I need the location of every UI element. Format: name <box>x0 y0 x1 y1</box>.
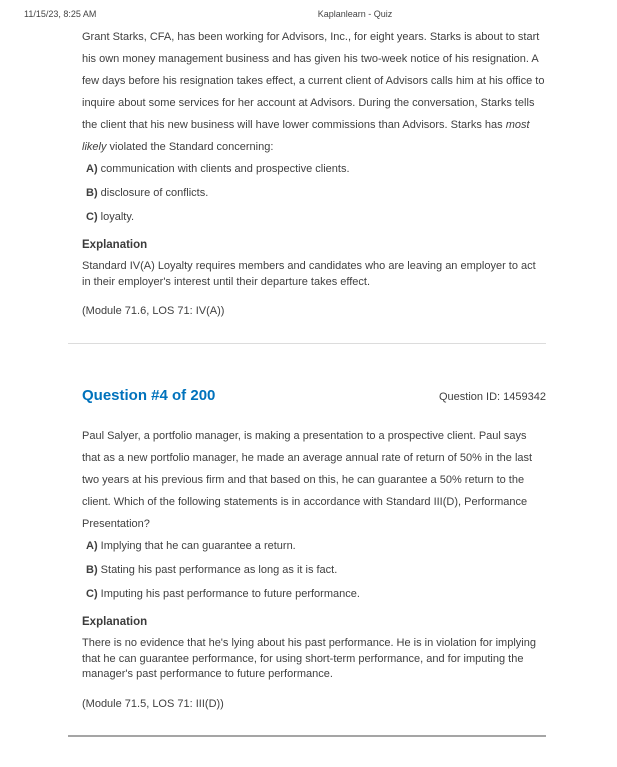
option-b-text: Stating his past performance as long as it is fact. <box>100 564 338 576</box>
question-3-block <box>68 26 546 319</box>
question-3-text-part1: Grant Starks, CFA, has been working for Advisors, Inc., for eight years. Starks is about to start his own money management business and has given his two-week notice of his resignation. A few days before his resignation takes effect, a current client of Advisors calls him at his office to inquire about some services for her account at Advisors. During the conversation, Starks tells the client that his new business will have lower commissions than Advisors. Starks has <box>82 31 545 131</box>
option-b-text: disclosure of conflicts. <box>100 187 209 199</box>
question-3-emphasis: most likely <box>82 119 530 153</box>
question-3-options <box>68 161 546 225</box>
question-4-block <box>68 386 546 712</box>
question-3-explanation-heading: Explanation <box>82 239 148 251</box>
question-4-options <box>68 538 546 602</box>
header-datetime: 11/15/23, 8:25 AM <box>24 9 97 19</box>
question-4-text: Paul Salyer, a portfolio manager, is making a presentation to a prospective client. Paul says that as a new portfolio manager, he made an average annual rate of return of 50% in the last two years at his previous firm and that based on this, he can guarantee a 50% return to the client. Which of the following statements is in accordance with Standard III(D), Performance Presentation? <box>82 430 533 530</box>
question-4-explanation-heading: Explanation <box>82 616 148 628</box>
question-3-option-c <box>68 209 546 225</box>
option-a-letter: A) <box>86 540 98 552</box>
question-3-text-part2: violated the Standard concerning: <box>106 141 274 153</box>
page-bottom-rule <box>68 735 546 737</box>
question-3-option-b <box>68 185 546 201</box>
question-3-text <box>68 26 546 158</box>
option-c-letter: C) <box>86 588 98 600</box>
question-4-option-b <box>68 562 546 578</box>
question-4-option-c <box>68 586 546 602</box>
option-b-letter: B) <box>86 187 98 199</box>
option-a-letter: A) <box>86 163 98 175</box>
question-3-explanation-text: Standard IV(A) Loyalty requires members and candidates who are leaving an employer to act in their employer's interest until their departure takes effect. <box>82 260 536 288</box>
print-header <box>0 9 617 23</box>
option-c-text: Imputing his past performance to future performance. <box>100 588 360 600</box>
question-divider <box>68 343 546 344</box>
option-a-text: communication with clients and prospective clients. <box>100 163 350 175</box>
question-4-id: Question ID: 1459342 <box>438 391 546 403</box>
question-4-option-a <box>68 538 546 554</box>
question-3-module-reference: (Module 71.6, LOS 71: IV(A)) <box>82 305 225 317</box>
header-page-title: Kaplanlearn - Quiz <box>317 9 393 19</box>
question-4-heading: Question #4 of 200 <box>82 387 216 404</box>
quiz-content <box>68 26 546 737</box>
option-c-letter: C) <box>86 211 98 223</box>
option-c-text: loyalty. <box>100 211 135 223</box>
option-a-text: Implying that he can guarantee a return. <box>100 540 296 552</box>
question-4-heading-row <box>68 386 546 406</box>
question-3-option-a <box>68 161 546 177</box>
option-b-letter: B) <box>86 564 98 576</box>
question-4-explanation-text: There is no evidence that he's lying about his past performance. He is in violation for implying that he can guarantee performance, for using short-term performance, and for imputing the manager's past performance to future performance. <box>82 637 536 680</box>
question-4-module-reference: (Module 71.5, LOS 71: III(D)) <box>82 697 224 710</box>
